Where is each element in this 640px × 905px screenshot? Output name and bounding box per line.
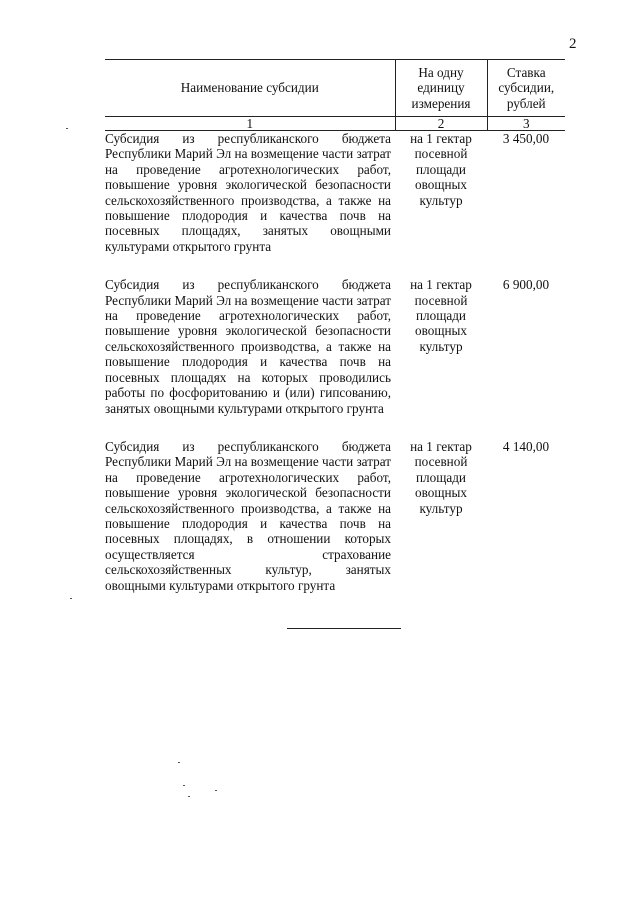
column-number-row [105,117,565,131]
page-number: 2 [569,36,577,52]
subsidy-unit: на 1 гектар посевной площади овощных культур [410,438,472,516]
table-row [105,277,565,439]
column-number: 2 [395,117,487,131]
scan-speck [178,762,180,763]
column-number: 1 [105,117,395,131]
scan-speck [66,128,68,129]
table-header [105,60,565,117]
header-rate: Ставка субсидии, рублей [487,60,565,117]
subsidy-name: Субсидия из республиканского бюджета Республики Марий Эл на возмещение части затрат на проведение агротехнологических работ, повышение уровня экологической безопасности сельскохозяйственного производства, а также на повышение плодородия и качества почв на посевных площадях на которых проводились работы по фосфоритованию и (или) гипсованию, занятых овощными культурами открытого грунта [105,277,391,416]
table-row [105,439,565,616]
header-subsidy-name: Наименование субсидии [105,60,395,117]
scan-speck [215,790,217,791]
scan-speck [183,785,185,786]
header-unit: На одну единицу измерения [395,60,487,117]
subsidy-name: Субсидия из республиканского бюджета Республики Марий Эл на возмещение части затрат на проведение агротехнологических работ, повышение уровня экологической безопасности сельскохозяйственного производства, а также на повышение плодородия и качества почв на посевных площадях, в отношении которых осуществляется страхование сельскохозяйственных культур, занятых овощными культурами открытого грунта [105,438,391,593]
subsidy-name: Субсидия из республиканского бюджета Республики Марий Эл на возмещение части затрат на проведение агротехнологических работ, повышение уровня экологической безопасности сельскохозяйственного производства, а также на повышение плодородия и качества почв на посевных площадях, занятых овощными культурами открытого грунта [105,131,391,254]
subsidy-table [105,59,565,616]
subsidy-rate: 4 140,00 [502,438,550,454]
column-number: 3 [487,117,565,131]
end-separator-line [287,628,401,629]
subsidy-unit: на 1 гектар посевной площади овощных культур [410,131,472,208]
subsidy-unit: на 1 гектар посевной площади овощных культур [410,277,472,354]
subsidy-rate: 6 900,00 [502,277,550,293]
scan-speck [188,796,190,797]
subsidy-rate: 3 450,00 [502,131,550,146]
table-row [105,131,565,278]
scan-speck [70,598,72,599]
